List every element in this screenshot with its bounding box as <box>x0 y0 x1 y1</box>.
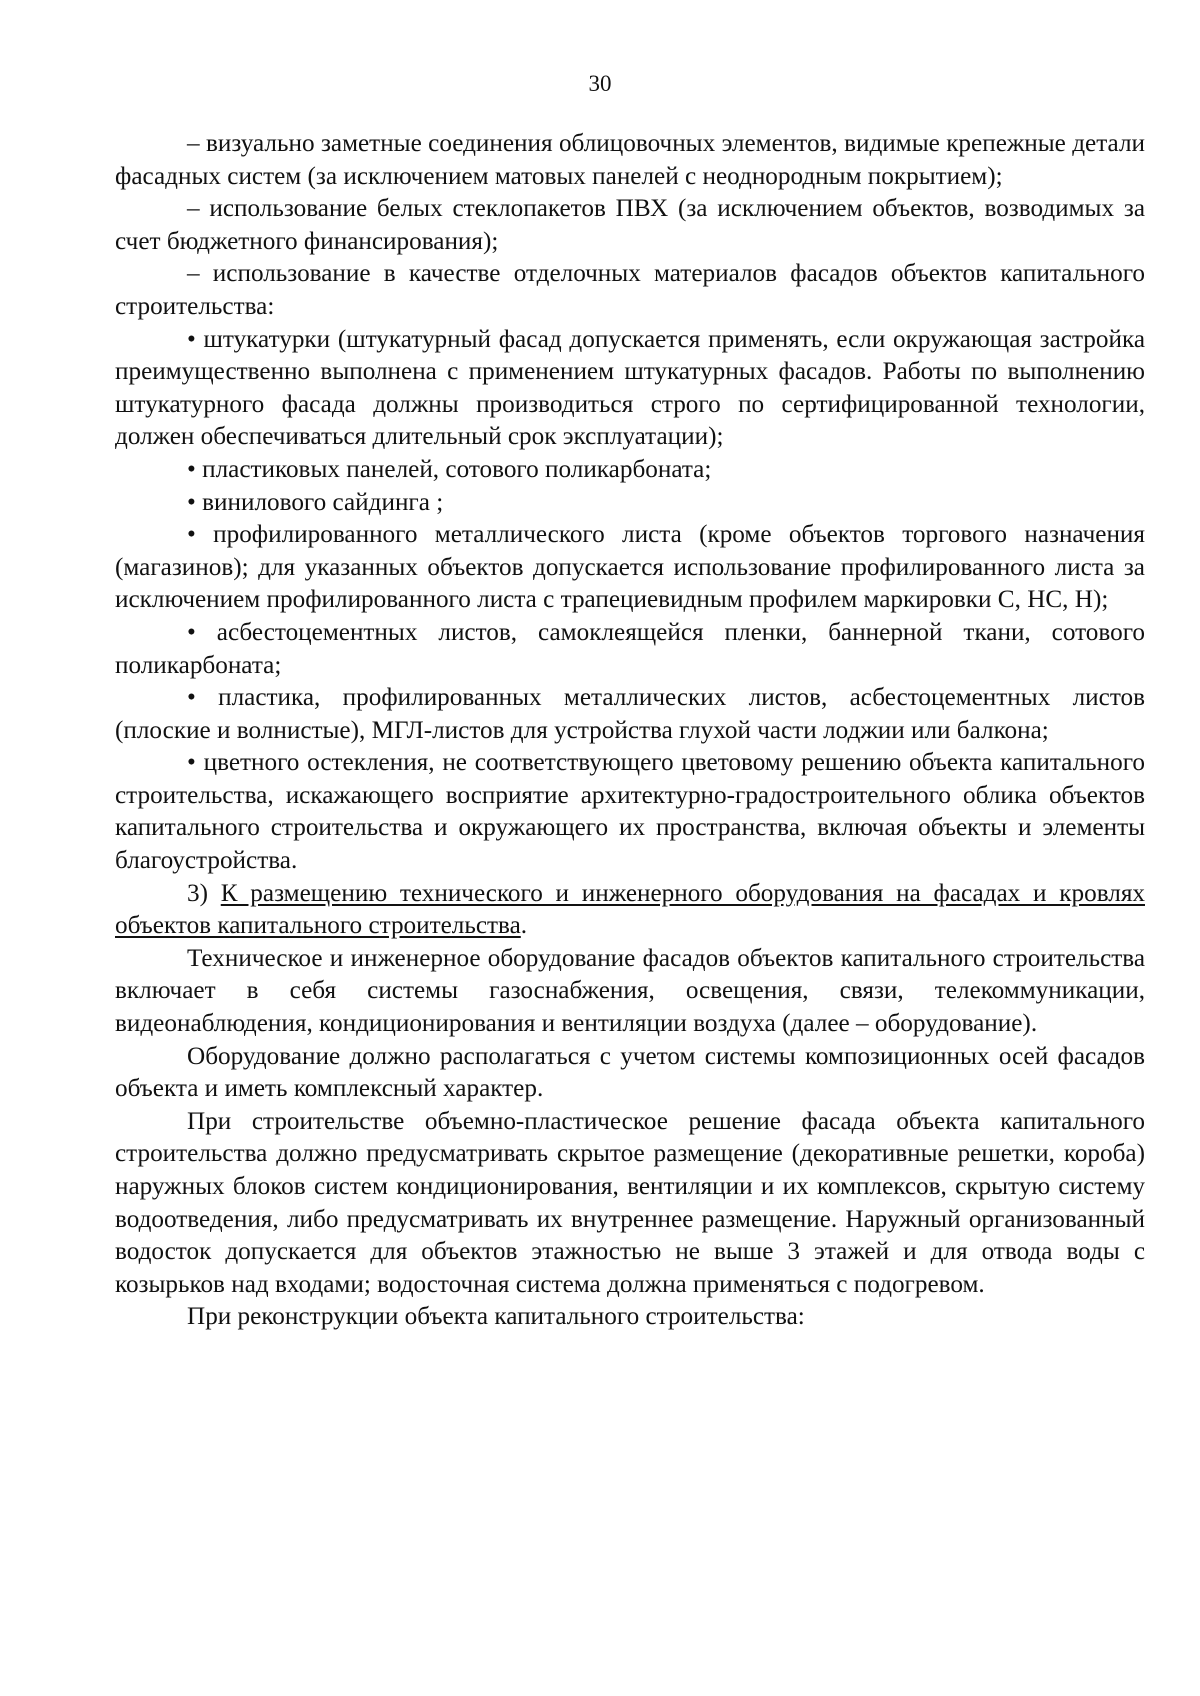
paragraph-equipment-definition: Техническое и инженерное оборудование фасадов объектов капитального строительства включает в себя системы газоснабжения, освещения, связи, телекоммуникации, видеонаблюдения, кондиционирования и вентиляции воздуха (далее – оборудование). <box>115 944 1145 1038</box>
bullet-asbestos-sheets: • асбестоцементных листов, самоклеящейся пленки, баннерной ткани, сотового поликарбоната; <box>115 618 1145 679</box>
paragraph-construction-hidden: При строительстве объемно-пластическое решение фасада объекта капитального строительства должно предусматривать скрытое размещение (декоративные решетки, короба) наружных блоков систем кондиционирования, вентиляции и их комплексов, скрытую систему водоотведения, либо предусматривать их внутреннее размещение. Наружный организованный водосток допускается для объектов этажностью не выше 3 этажей и для отвода воды с козырьков над входами; водосточная система должна применяться с подогревом. <box>115 1107 1145 1298</box>
bullet-plaster: • штукатурки (штукатурный фасад допускается применять, если окружающая застройка преимущественно выполнена с применением штукатурных фасадов. Работы по выполнению штукатурного фасада должны производиться строго по сертифицированной технологии, должен обеспечиваться длительный срок эксплуатации); <box>115 325 1145 451</box>
paragraph-reconstruction: При реконструкции объекта капитального строительства: <box>187 1303 805 1331</box>
bullet-vinyl-siding: • винилового сайдинга ; <box>187 488 444 516</box>
paragraph-equipment-axes: Оборудование должно располагаться с учетом системы композиционных осей фасадов объекта и иметь комплексный характер. <box>115 1042 1145 1103</box>
paragraph-visual-joints: – визуально заметные соединения облицовочных элементов, видимые крепежные детали фасадных систем (за исключением матовых панелей с неоднородным покрытием); <box>115 130 1145 190</box>
section-3-period: . <box>520 912 528 940</box>
bullet-plastic-loggia: • пластика, профилированных металлических листов, асбестоцементных листов (плоские и волнистые), МГЛ-листов для устройства глухой части лоджии или балкона; <box>115 684 1145 744</box>
document-body <box>115 128 1145 1334</box>
bullet-colored-glazing: • цветного остекления, не соответствующего цветовому решению объекта капитального строительства, искажающего восприятие архитектурно-градостроительного облика объектов капитального строительства и окружающего их пространства, включая объекты и элементы благоустройства. <box>115 749 1145 875</box>
paragraph-white-pvc: – использование белых стеклопакетов ПВХ (за исключением объектов, возводимых за счет бюджетного финансирования); <box>115 195 1145 255</box>
section-3-title: К размещению технического и инженерного оборудования на фасадах и кровлях объектов капитального строительства <box>115 879 1145 940</box>
section-3-number: 3) <box>187 879 221 907</box>
section-3-heading <box>115 878 1145 943</box>
paragraph-finishing-materials: – использование в качестве отделочных материалов фасадов объектов капитального строительства: <box>115 260 1145 320</box>
page-number: 30 <box>588 71 612 96</box>
bullet-plastic-panels: • пластиковых панелей, сотового поликарбоната; <box>187 455 712 483</box>
bullet-profiled-sheet: • профилированного металлического листа (кроме объектов торгового назначения (магазинов); для указанных объектов допускается использование профилированного листа за исключением профилированного листа с трапециевидным профилем маркировки С, НС, Н); <box>115 521 1145 614</box>
